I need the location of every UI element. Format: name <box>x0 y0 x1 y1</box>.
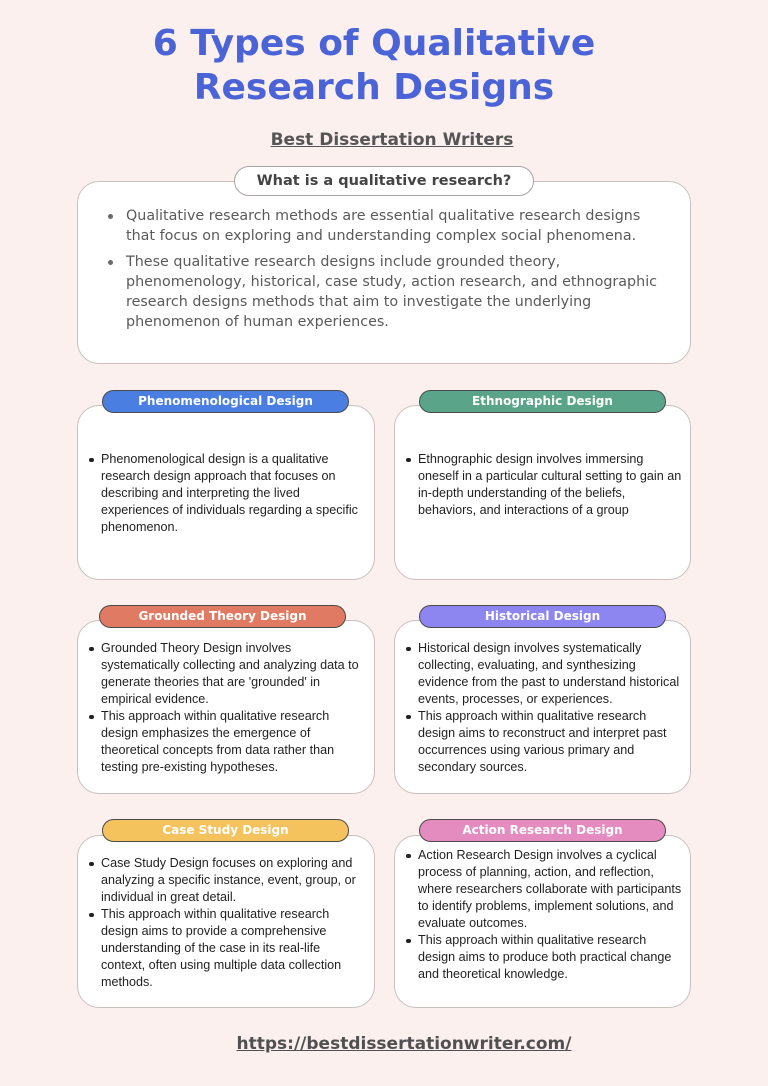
page-title-line-2: Research Designs <box>193 67 555 108</box>
intro-bullet: These qualitative research designs include grounded theory, phenomenology, historical, case study, action research, and ethnographic research designs methods that aim to investigate the underlying phenomenon of human experiences. <box>106 252 668 332</box>
page-title-line-1: 6 Types of Qualitative <box>152 23 596 64</box>
footer-link[interactable]: https://bestdissertationwriter.com/ <box>236 1034 572 1054</box>
card-bullet: This approach within qualitative research design aims to provide a comprehensive understanding of the case in its real-life context, often using multiple data collection methods. <box>88 906 366 991</box>
pill-action-research: Action Research Design <box>419 819 666 842</box>
card-grounded-theory <box>77 620 375 794</box>
card-case-study <box>77 835 375 1008</box>
intro-heading: What is a qualitative research? <box>234 166 534 196</box>
card-bullet: Case Study Design focuses on exploring and analyzing a specific instance, event, group, or individual in great detail. <box>88 855 366 906</box>
pill-phenomenological: Phenomenological Design <box>102 390 349 413</box>
card-ethnographic <box>394 405 691 580</box>
card-bullet: Grounded Theory Design involves systematically collecting and analyzing data to generate theories that are 'grounded' in empirical evidence. <box>88 640 366 708</box>
intro-bullet-list <box>106 206 668 332</box>
brand-subtitle: Best Dissertation Writers <box>270 130 514 150</box>
pill-ethnographic: Ethnographic Design <box>419 390 666 413</box>
pill-grounded-theory: Grounded Theory Design <box>99 605 346 628</box>
card-historical <box>394 620 691 794</box>
card-action-research <box>394 835 691 1008</box>
page-title <box>0 22 748 110</box>
intro-card <box>77 181 691 364</box>
pill-historical: Historical Design <box>419 605 666 628</box>
card-bullet: This approach within qualitative research design aims to produce both practical change and theoretical knowledge. <box>405 932 682 983</box>
card-phenomenological <box>77 405 375 580</box>
intro-bullet: Qualitative research methods are essential qualitative research designs that focus on exploring and understanding complex social phenomena. <box>106 206 668 246</box>
card-bullet: Historical design involves systematically collecting, evaluating, and synthesizing evidence from the past to understand historical events, processes, or experiences. <box>405 640 682 708</box>
card-bullet: This approach within qualitative research design emphasizes the emergence of theoretical concepts from data rather than testing pre-existing hypotheses. <box>88 708 366 776</box>
card-bullet: Ethnographic design involves immersing oneself in a particular cultural setting to gain an in-depth understanding of the beliefs, behaviors, and interactions of a group <box>405 451 682 519</box>
pill-case-study: Case Study Design <box>102 819 349 842</box>
card-bullet: This approach within qualitative research design aims to reconstruct and interpret past occurrences using various primary and secondary sources. <box>405 708 682 776</box>
card-bullet: Action Research Design involves a cyclical process of planning, action, and reflection, where researchers collaborate with participants to identify problems, implement solutions, and evaluate outcomes. <box>405 847 682 932</box>
card-bullet: Phenomenological design is a qualitative research design approach that focuses on describing and interpreting the lived experiences of individuals regarding a specific phenomenon. <box>88 451 366 536</box>
